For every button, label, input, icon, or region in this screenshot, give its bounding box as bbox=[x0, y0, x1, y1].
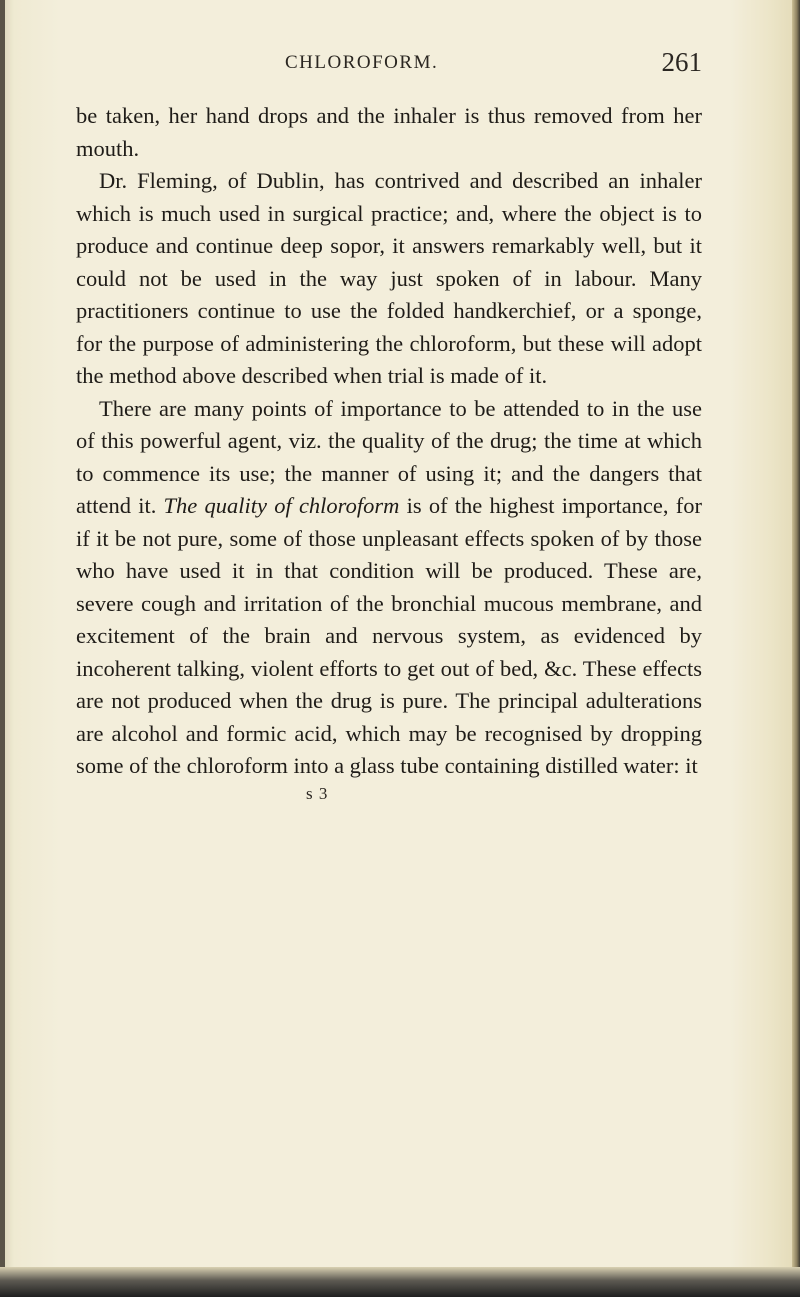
page-bottom-edge bbox=[0, 1267, 800, 1297]
paragraph-2: Dr. Fleming, of Dublin, has contrived and described an inhaler which is much used in surgical practice; and, where the object is to produce and continue deep sopor, it answers remarkably well, but it could not be used in the way just spoken of in labour. Many practitioners continue to use the folded handkerchief, or a sponge, for the purpose of administering the chloroform, but these will adopt the method above described when trial is made of it. bbox=[76, 168, 702, 388]
page-left-edge bbox=[0, 0, 5, 1297]
signature-mark: s 3 bbox=[306, 783, 329, 803]
page-right-edge bbox=[792, 0, 800, 1297]
paragraph-3 bbox=[76, 393, 702, 783]
running-head: CHLOROFORM. bbox=[285, 52, 439, 73]
italic-phrase: The quality of chloroform bbox=[163, 493, 400, 518]
page-number: 261 bbox=[661, 47, 702, 77]
page-content bbox=[76, 47, 702, 805]
paragraph-3-end: is of the highest importance, for if it be not pure, some of those unpleasant effects spoken of by those who have used it in that condition will be produced. These are, severe cough and irritation of the bronchial mucous membrane, and excitement of the brain and nervous system, as evidenced by incoherent talking, violent efforts to get out of bed, &c. These effects are not produced when the drug is pure. The principal adulterations are alcohol and formic acid, which may be recognised by dropping some of the chloroform into a glass tube containing distilled water: it bbox=[76, 493, 702, 778]
paragraph-1: be taken, her hand drops and the inhaler is thus removed from her mouth. bbox=[76, 103, 702, 161]
body-text bbox=[76, 100, 702, 783]
paragraph-3-start: There are many points of importance to be attended to in the use of this powerful agent, viz. the quality of the drug; the time at which to commence its use; the manner of using it; and the dangers that attend it. bbox=[76, 395, 702, 518]
page-header bbox=[76, 47, 702, 94]
